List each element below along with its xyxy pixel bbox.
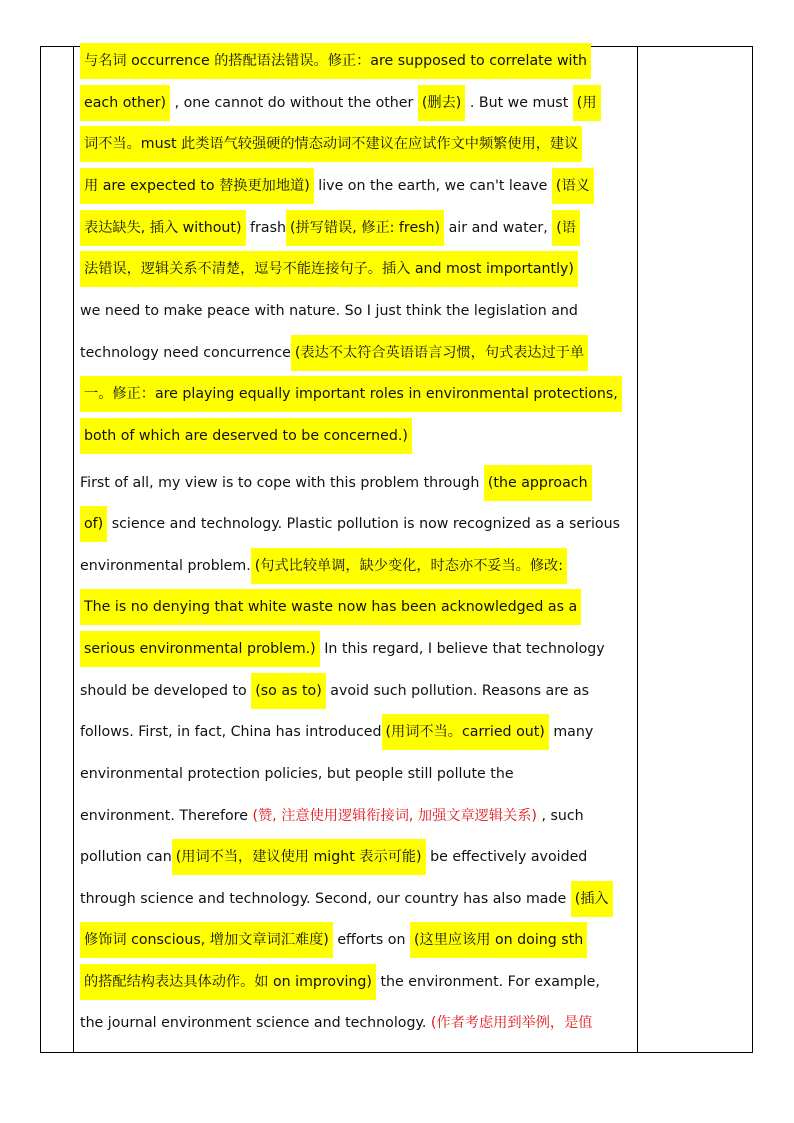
essay-text: frash <box>245 220 286 236</box>
highlighted-comment: both of which are deserved to be concerned.) <box>80 418 412 454</box>
highlighted-comment: 的搭配结构表达具体动作。如 on improving) <box>80 964 376 1000</box>
essay-text: follows. First, in fact, China has introduced <box>80 724 382 740</box>
text-line <box>80 972 600 992</box>
highlighted-comment: (这里应该用 on doing sth <box>410 922 587 958</box>
red-comment: (赞, 注意使用逻辑衔接词, 加强文章逻辑关系) <box>252 808 537 824</box>
highlighted-comment: 用 are expected to 替换更加地道) <box>80 168 314 204</box>
essay-text: environmental protection policies, but people still pollute the <box>80 766 514 782</box>
text-line <box>80 1013 592 1033</box>
essay-text: science and technology. Plastic pollution is now recognized as a serious <box>107 516 620 532</box>
highlighted-comment: (用词不当。carried out) <box>382 714 549 750</box>
document-table <box>40 46 753 1053</box>
text-line <box>80 218 580 238</box>
text-line <box>80 301 578 321</box>
text-line <box>80 597 581 617</box>
highlighted-comment: (插入 <box>571 881 613 917</box>
highlighted-comment: 与名词 occurrence 的搭配语法错误。修正：are supposed to correlate with <box>80 43 591 79</box>
text-line <box>80 722 593 742</box>
essay-text: , one cannot do without the other <box>170 95 418 111</box>
highlighted-comment: (so as to) <box>251 673 326 709</box>
essay-text: environment. Therefore <box>80 808 253 824</box>
essay-text: the environment. For example, <box>375 974 600 990</box>
text-line <box>80 806 584 826</box>
text-line <box>80 176 594 196</box>
essay-text: First of all, my view is to cope with this problem through <box>80 475 484 491</box>
essay-text: we need to make peace with nature. So I just think the legislation and <box>80 303 578 319</box>
essay-text: avoid such pollution. Reasons are as <box>325 683 590 699</box>
text-line <box>80 514 620 534</box>
essay-text: pollution can <box>80 849 172 865</box>
text-line <box>80 764 514 784</box>
essay-text: In this regard, I believe that technology <box>319 641 605 657</box>
red-comment: (作者考虑用到举例，是值 <box>430 1015 593 1031</box>
table-divider-left <box>73 47 74 1052</box>
text-line <box>80 259 578 279</box>
highlighted-comment: 一。修正：are playing equally important roles in environmental protections, <box>80 376 622 412</box>
essay-text: the journal environment science and technology. <box>80 1015 431 1031</box>
essay-text: air and water, <box>444 220 553 236</box>
text-line <box>80 343 588 363</box>
highlighted-comment: (用词不当，建议使用 might 表示可能) <box>172 839 426 875</box>
essay-text: many <box>548 724 594 740</box>
essay-text: environmental problem. <box>80 558 251 574</box>
highlighted-comment: (句式比较单调，缺少变化，时态亦不妥当。修改: <box>251 548 567 584</box>
text-line <box>80 889 613 909</box>
highlighted-comment: serious environmental problem.) <box>80 631 320 667</box>
highlighted-comment: (语义 <box>552 168 594 204</box>
table-divider-right <box>637 47 638 1052</box>
text-line <box>80 847 587 867</box>
highlighted-comment: 修饰词 conscious, 增加文章词汇难度) <box>80 922 333 958</box>
text-line <box>80 134 582 154</box>
highlighted-comment: (the approach <box>484 465 592 501</box>
text-line <box>80 930 587 950</box>
text-line <box>80 426 412 446</box>
text-line <box>80 556 567 576</box>
text-line <box>80 473 592 493</box>
text-line <box>80 639 605 659</box>
essay-text: . But we must <box>465 95 573 111</box>
highlighted-comment: (删去) <box>418 85 465 121</box>
essay-text: should be developed to <box>80 683 252 699</box>
essay-text: , such <box>536 808 584 824</box>
text-line <box>80 93 601 113</box>
essay-text: efforts on <box>332 932 410 948</box>
highlighted-comment: 词不当。must 此类语气较强硬的情态动词不建议在应试作文中频繁使用，建议 <box>80 126 582 162</box>
highlighted-comment: 法错误，逻辑关系不清楚，逗号不能连接句子。插入 and most importantly) <box>80 251 578 287</box>
essay-text: technology need concurrence <box>80 345 291 361</box>
text-line <box>80 51 591 71</box>
essay-text: be effectively avoided <box>425 849 588 865</box>
text-line <box>80 681 589 701</box>
text-line <box>80 384 622 404</box>
highlighted-comment: of) <box>80 506 107 542</box>
highlighted-comment: (表达不太符合英语语言习惯，句式表达过于单 <box>291 335 588 371</box>
highlighted-comment: each other) <box>80 85 170 121</box>
highlighted-comment: 表达缺失, 插入 without) <box>80 210 246 246</box>
highlighted-comment: The is no denying that white waste now has been acknowledged as a <box>80 589 581 625</box>
highlighted-comment: (用 <box>573 85 601 121</box>
highlighted-comment: (语 <box>552 210 580 246</box>
essay-text: through science and technology. Second, our country has also made <box>80 891 571 907</box>
essay-text: live on the earth, we can't leave <box>313 178 552 194</box>
highlighted-comment: (拼写错误, 修正: fresh) <box>286 210 444 246</box>
